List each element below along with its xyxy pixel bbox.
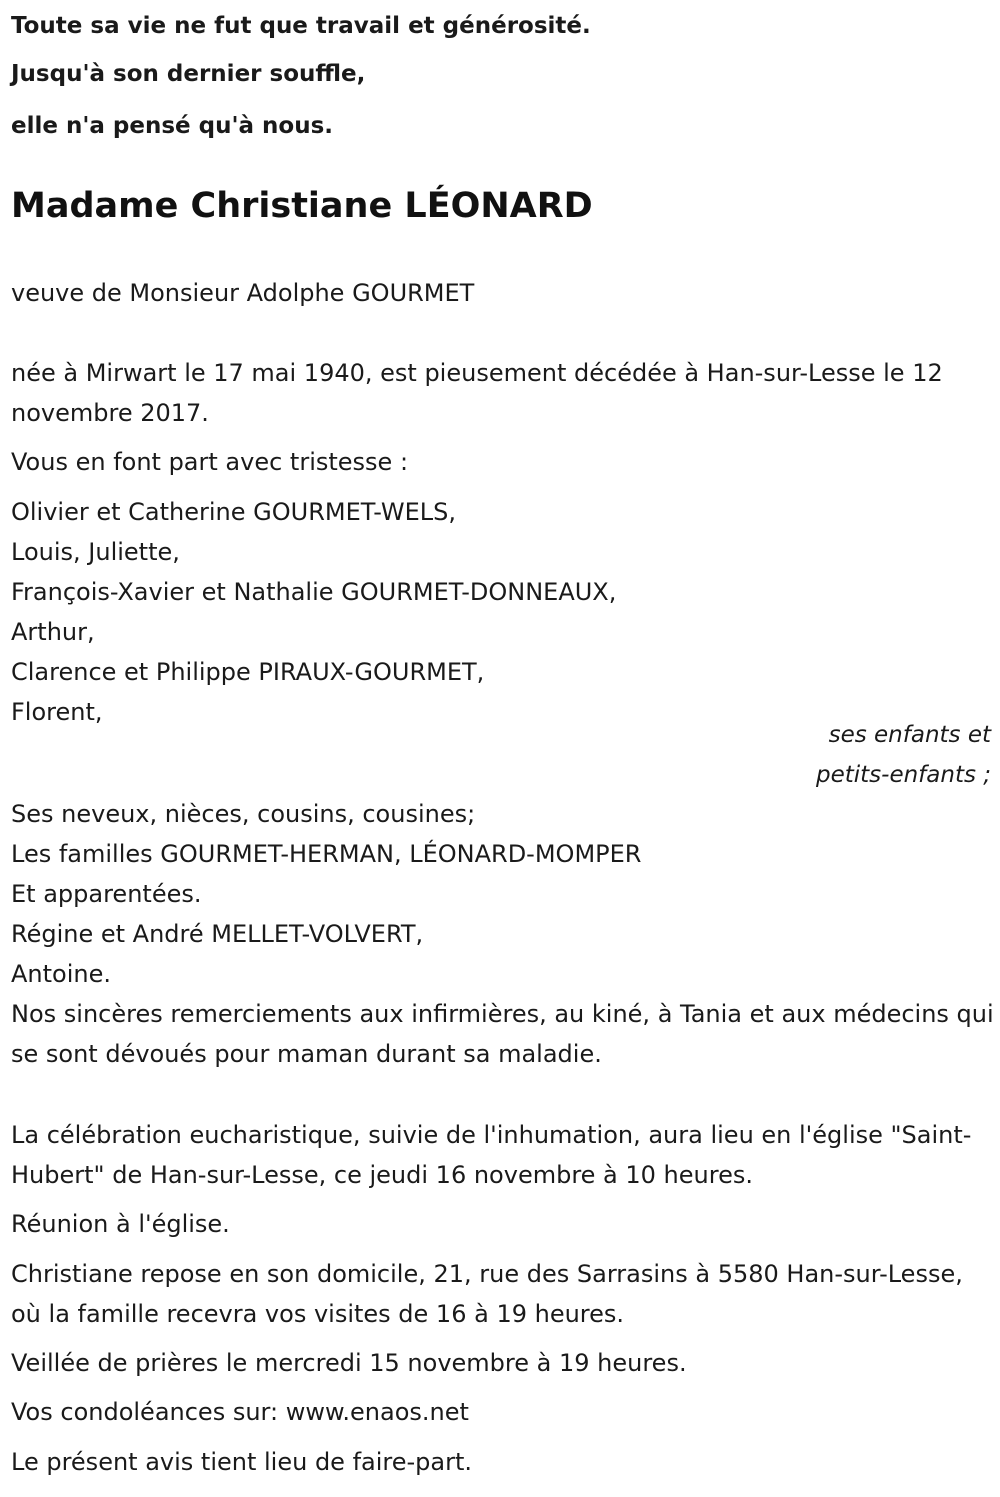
announcement-line: Vous en font part avec tristesse : [11,448,409,476]
ceremony-paragraph: La célébration eucharistique, suivie de l'inhumation, aura lieu en l'église "Saint-Hubert" de Han-sur-Lesse, ce jeudi 16 novembre à 10 heures. [11,1121,972,1189]
family-line-5: Antoine. [11,960,111,988]
deceased-name-title: Madame Christiane LÉONARD [11,186,593,226]
meeting-line: Réunion à l'église. [11,1210,230,1238]
children-line-2: Louis, Juliette, [11,538,180,566]
children-line-3: François-Xavier et Nathalie GOURMET-DONNEAUX, [11,578,617,606]
children-line-1: Olivier et Catherine GOURMET-WELS, [11,498,457,526]
vigil-line: Veillée de prières le mercredi 15 novembre à 19 heures. [11,1349,687,1377]
intro-line-1: Toute sa vie ne fut que travail et générosité. [11,13,591,39]
birth-death-paragraph: née à Mirwart le 17 mai 1940, est pieusement décédée à Han-sur-Lesse le 12 novembre 2017. [11,359,943,427]
family-line-2: Les familles GOURMET-HERMAN, LÉONARD-MOMPER [11,840,642,868]
children-line-4: Arthur, [11,618,95,646]
intro-line-3: elle n'a pensé qu'à nous. [11,113,334,139]
children-relation-line-1: ses enfants et [828,722,991,748]
widow-of-line: veuve de Monsieur Adolphe GOURMET [11,279,475,307]
thanks-paragraph: Nos sincères remerciements aux infirmières, au kiné, à Tania et aux médecins qui se sont dévoués pour maman durant sa maladie. [11,1000,994,1068]
family-line-4: Régine et André MELLET-VOLVERT, [11,920,424,948]
family-line-1: Ses neveux, nièces, cousins, cousines; [11,800,476,828]
condolences-line: Vos condoléances sur: www.enaos.net [11,1398,469,1426]
children-line-6: Florent, [11,698,103,726]
children-relation-line-2: petits-enfants ; [815,762,991,788]
notice-line: Le présent avis tient lieu de faire-part. [11,1448,473,1476]
intro-line-2: Jusqu'à son dernier souffle, [11,61,366,87]
rest-paragraph: Christiane repose en son domicile, 21, rue des Sarrasins à 5580 Han-sur-Lesse, où la famille recevra vos visites de 16 à 19 heures. [11,1260,963,1328]
family-line-3: Et apparentées. [11,880,202,908]
children-line-5: Clarence et Philippe PIRAUX-GOURMET, [11,658,485,686]
